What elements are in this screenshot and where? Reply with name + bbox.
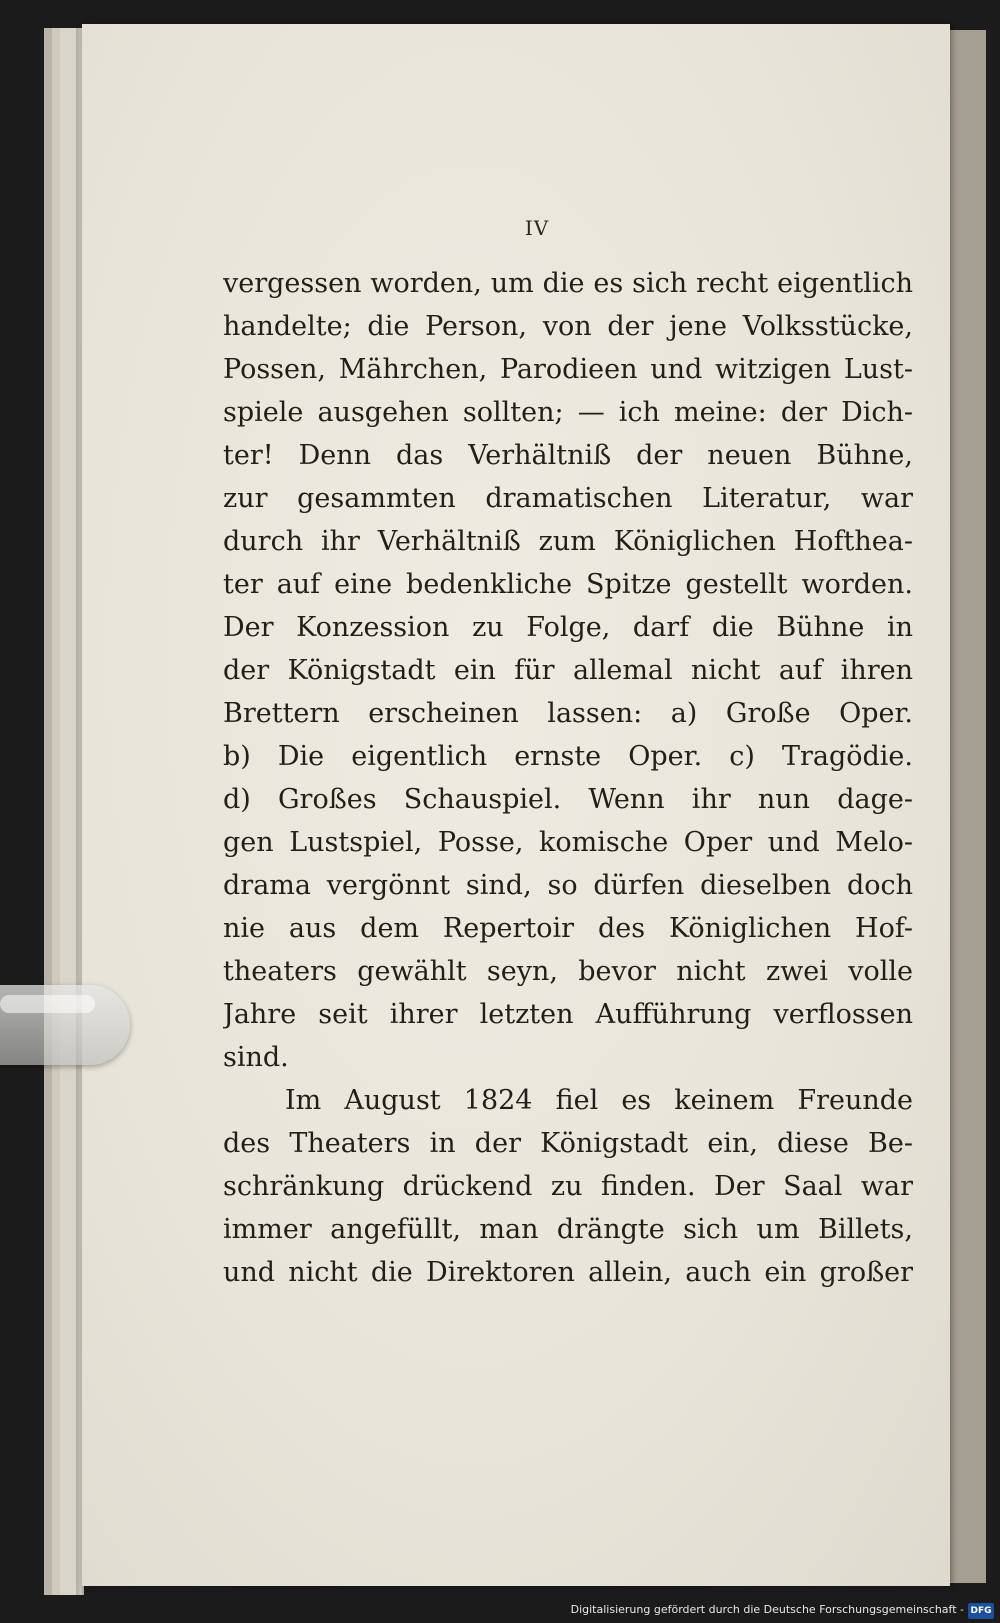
text-line: gen Lustspiel, Posse, komische Oper und Melo-: [223, 827, 913, 858]
text-line: und nicht die Direktoren allein, auch ein großer: [223, 1257, 913, 1288]
text-line: Im August 1824 fiel es keinem Freunde: [285, 1085, 913, 1116]
text-line: drama vergönnt sind, so dürfen dieselben doch: [223, 870, 913, 901]
text-line: b) Die eigentlich ernste Oper. c) Tragödie.: [223, 741, 913, 772]
back-page-edge: [946, 30, 986, 1583]
text-line: Brettern erscheinen lassen: a) Große Oper.: [223, 698, 913, 729]
text-line: durch ihr Verhältniß zum Königlichen Hofthea-: [223, 526, 913, 557]
dfg-logo: DFG: [968, 1603, 994, 1619]
text-line: theaters gewählt seyn, bevor nicht zwei volle: [223, 956, 913, 987]
page-number: IV: [524, 216, 550, 240]
text-line: sind.: [223, 1042, 289, 1073]
page-clip: [0, 985, 130, 1065]
page-clip-shine: [0, 995, 95, 1013]
body-text: [223, 262, 913, 1294]
text-line: handelte; die Person, von der jene Volksstücke,: [223, 311, 913, 342]
text-line: zur gesammten dramatischen Literatur, war: [223, 483, 913, 514]
text-line: ter! Denn das Verhältniß der neuen Bühne,: [223, 440, 913, 471]
text-line: des Theaters in der Königstadt ein, diese Be-: [223, 1128, 913, 1159]
text-line: der Königstadt ein für allemal nicht auf ihren: [223, 655, 913, 686]
text-line: spiele ausgehen sollten; — ich meine: der Dich-: [223, 397, 913, 428]
text-line: nie aus dem Repertoir des Königlichen Hof-: [223, 913, 913, 944]
text-line: vergessen worden, um die es sich recht eigentlich: [223, 268, 913, 299]
text-line: d) Großes Schauspiel. Wenn ihr nun dage-: [223, 784, 913, 815]
text-line: Der Konzession zu Folge, darf die Bühne in: [223, 612, 913, 643]
text-line: immer angefüllt, man drängte sich um Billets,: [223, 1214, 913, 1245]
text-line: schränkung drückend zu finden. Der Saal war: [223, 1171, 913, 1202]
text-line: Jahre seit ihrer letzten Aufführung verflossen: [223, 999, 913, 1030]
book-page: [82, 24, 950, 1586]
text-line: Possen, Mährchen, Parodieen und witzigen Lust-: [223, 354, 913, 385]
digitization-credit: Digitalisierung gefördert durch die Deutsche Forschungsgemeinschaft -: [570, 1603, 964, 1616]
text-line: ter auf eine bedenkliche Spitze gestellt worden.: [223, 569, 913, 600]
